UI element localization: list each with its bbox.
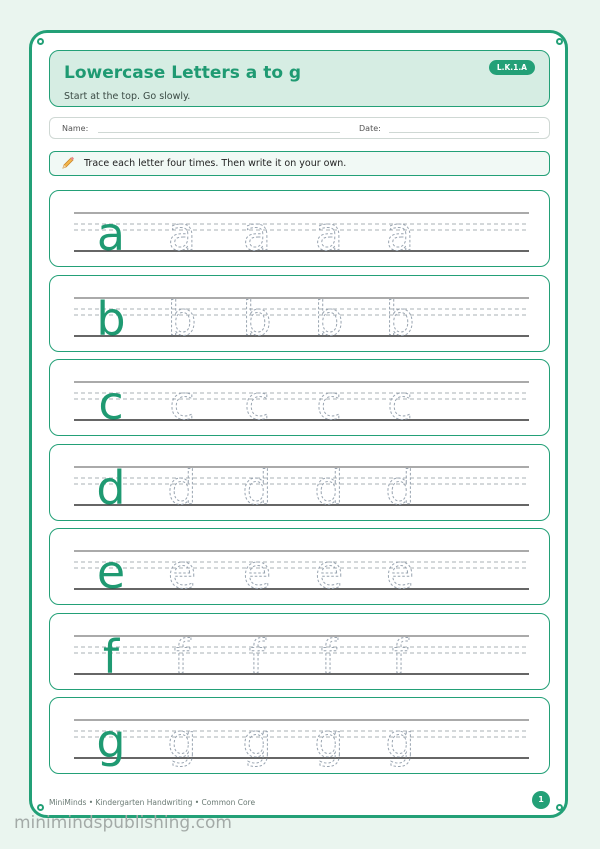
trace-letter[interactable]: d	[314, 460, 344, 515]
letter-row-a	[49, 190, 550, 267]
trace-letter[interactable]: g	[242, 714, 272, 768]
page-title: Lowercase Letters a to g	[64, 63, 302, 83]
trace-letter[interactable]: c	[244, 376, 270, 430]
name-field[interactable]	[98, 132, 340, 133]
corner-dot	[556, 804, 563, 811]
trace-letter[interactable]: e	[314, 545, 344, 599]
writing-lines	[50, 445, 551, 522]
trace-letter[interactable]: e	[242, 545, 272, 599]
standard-code-badge: L.K.1.A	[489, 60, 535, 75]
trace-letter[interactable]: c	[387, 376, 413, 430]
letter-row-e	[49, 528, 550, 605]
model-letter: d	[96, 460, 126, 515]
letter-row-c	[49, 359, 550, 436]
model-letter: c	[98, 376, 124, 430]
writing-lines	[50, 614, 551, 691]
model-letter: a	[96, 207, 126, 261]
trace-letter[interactable]: b	[385, 291, 415, 346]
name-date-box	[49, 117, 550, 139]
instruction-text: Trace each letter four times. Then write it on your own.	[84, 158, 347, 169]
writing-lines	[50, 360, 551, 437]
trace-letter[interactable]: g	[385, 714, 415, 768]
corner-dot	[37, 804, 44, 811]
letter-row-f	[49, 613, 550, 690]
trace-letter[interactable]: f	[248, 629, 266, 684]
trace-letter[interactable]: g	[167, 714, 197, 768]
trace-letter[interactable]: d	[167, 460, 197, 515]
corner-dot	[37, 38, 44, 45]
trace-letter[interactable]: e	[167, 545, 197, 599]
trace-letter[interactable]: d	[242, 460, 272, 515]
name-label: Name:	[62, 124, 89, 133]
writing-lines	[50, 191, 551, 268]
trace-letter[interactable]: a	[385, 207, 415, 261]
trace-letter[interactable]: d	[385, 460, 415, 515]
trace-letter[interactable]: a	[314, 207, 344, 261]
model-letter: e	[96, 545, 126, 599]
corner-dot	[556, 38, 563, 45]
trace-letter[interactable]: b	[242, 291, 272, 346]
date-label: Date:	[359, 124, 381, 133]
date-field[interactable]	[389, 132, 539, 133]
trace-letter[interactable]: a	[167, 207, 197, 261]
model-letter: f	[102, 629, 120, 684]
page-subtitle: Start at the top. Go slowly.	[64, 91, 191, 102]
watermark: minimindspublishing.com	[14, 813, 232, 833]
writing-lines	[50, 529, 551, 606]
trace-letter[interactable]: g	[314, 714, 344, 768]
trace-letter[interactable]: c	[316, 376, 342, 430]
model-letter: g	[96, 714, 126, 768]
letter-row-g	[49, 697, 550, 774]
writing-lines	[50, 698, 551, 775]
trace-letter[interactable]: b	[167, 291, 197, 346]
letter-row-b	[49, 275, 550, 352]
model-letter: b	[96, 291, 126, 346]
writing-lines	[50, 276, 551, 353]
instruction-bar	[49, 151, 550, 176]
header-panel	[49, 50, 550, 107]
pencil-icon	[60, 155, 76, 171]
page-number-badge: 1	[532, 791, 550, 809]
trace-letter[interactable]: f	[391, 629, 409, 684]
trace-letter[interactable]: e	[385, 545, 415, 599]
trace-letter[interactable]: a	[242, 207, 272, 261]
footer-text: MiniMinds • Kindergarten Handwriting • Common Core	[49, 798, 256, 807]
trace-letter[interactable]: f	[320, 629, 338, 684]
letter-row-d	[49, 444, 550, 521]
trace-letter[interactable]: c	[169, 376, 195, 430]
trace-letter[interactable]: b	[314, 291, 344, 346]
trace-letter[interactable]: f	[173, 629, 191, 684]
